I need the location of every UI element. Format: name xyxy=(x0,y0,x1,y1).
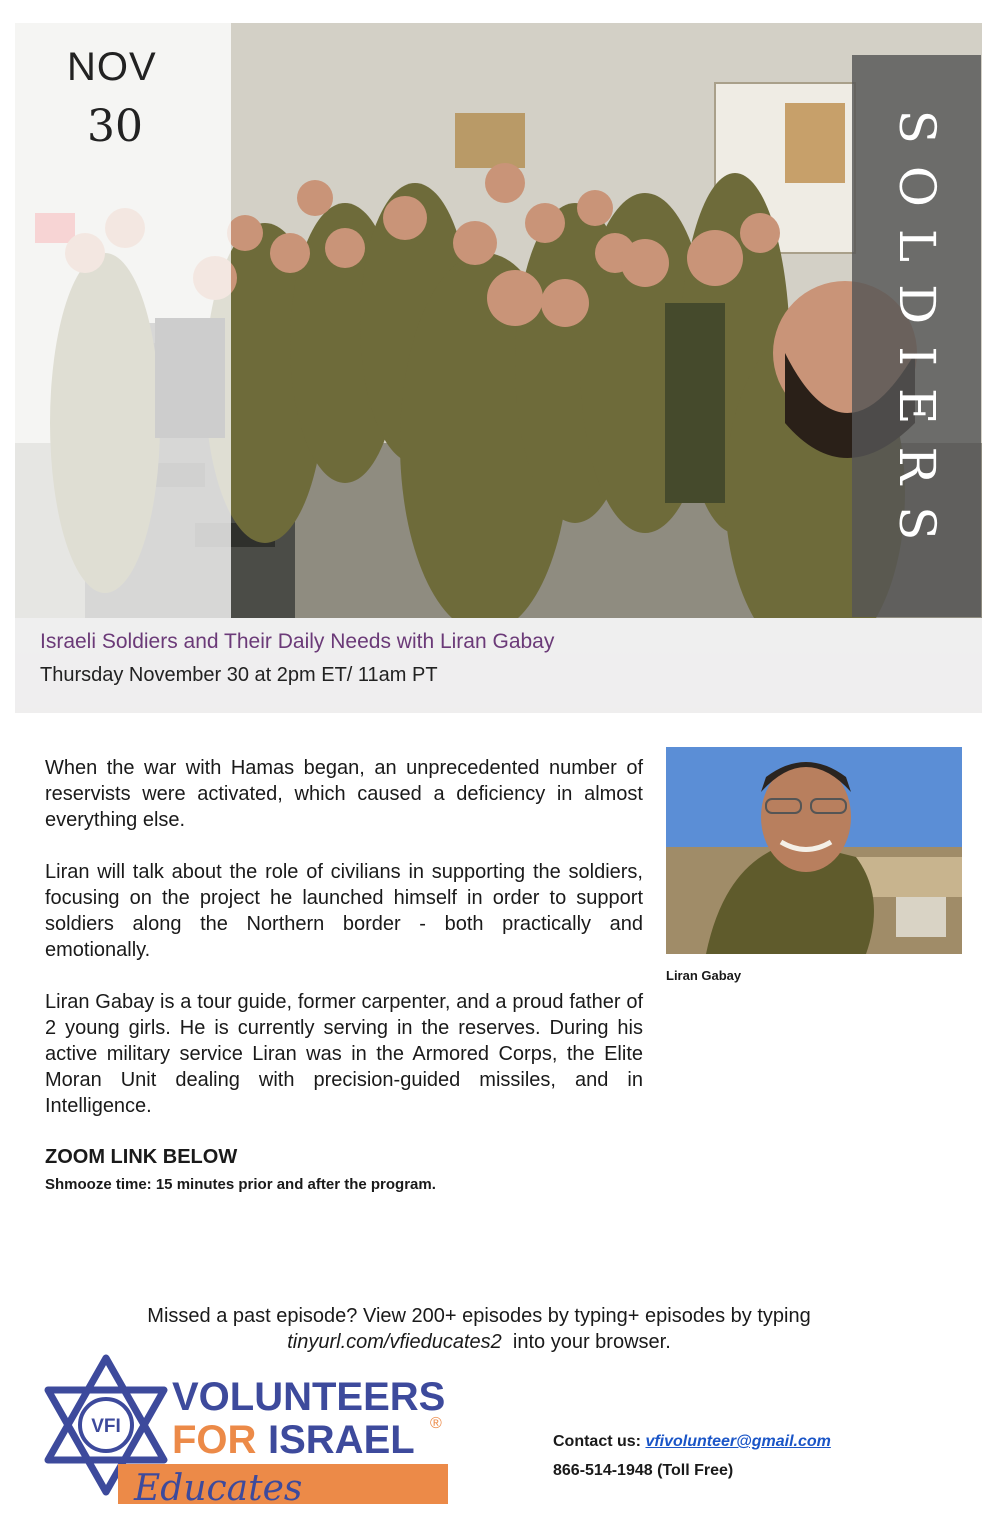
date-panel xyxy=(15,23,231,618)
logo-line2a: FOR xyxy=(172,1418,257,1462)
event-caption xyxy=(15,618,982,713)
description-paragraph: Liran will talk about the role of civilians in supporting the soldiers, focusing on the project he launched himself in order to support soldiers along the Northern border - both practically and emotionally. xyxy=(45,861,643,961)
description-paragraph: Liran Gabay is a tour guide, former carpenter, and a proud father of 2 young girls. He is currently serving in the reserves. During his active military service Liran was in the Armored Corps, the Elite Moran Unit dealing with precision-guided missiles, and in Intelligence. xyxy=(45,991,643,1117)
zoom-link-heading: ZOOM LINK BELOW xyxy=(45,1146,238,1168)
speaker-photo xyxy=(666,747,962,954)
date-month: NOV xyxy=(67,45,157,89)
event-datetime: Thursday November 30 at 2pm ET/ 11am PT xyxy=(40,664,438,686)
speaker-caption: Liran Gabay xyxy=(666,968,742,983)
logo-line1: VOLUNTEERS xyxy=(172,1375,446,1419)
vertical-title: SOLDIERS xyxy=(887,109,946,563)
episodes-url[interactable]: tinyurl.com/vfieducates2 xyxy=(287,1331,502,1353)
contact-email-line xyxy=(553,1427,831,1456)
past-episodes-note xyxy=(0,1303,958,1355)
past-episodes-tail: into your browser. xyxy=(501,1331,671,1353)
contact-label: Contact us: xyxy=(553,1433,646,1450)
event-title: Israeli Soldiers and Their Daily Needs with Liran Gabay xyxy=(40,630,555,653)
vfi-educates-logo xyxy=(38,1350,458,1520)
contact-block xyxy=(553,1427,831,1485)
shmooze-note: Shmooze time: 15 minutes prior and after the program. xyxy=(45,1176,436,1193)
date-day: 30 xyxy=(87,101,143,152)
logo-badge: VFI xyxy=(91,1416,121,1437)
description-paragraph: When the war with Hamas began, an unprecedented number of reservists were activated, which caused a deficiency in almost everything else. xyxy=(45,757,643,831)
vertical-title-band xyxy=(852,55,981,617)
logo-line2b: ISRAEL xyxy=(268,1418,415,1462)
past-episodes-line: Missed a past episode? View 200+ episodes by typing+ episodes by typing xyxy=(147,1305,811,1327)
contact-phone: 866-514-1948 (Toll Free) xyxy=(553,1462,734,1479)
contact-email-link[interactable]: vfivolunteer@gmail.com xyxy=(645,1433,831,1450)
logo-educates: Educates xyxy=(134,1468,303,1509)
logo-registered: ® xyxy=(430,1415,442,1432)
event-description xyxy=(45,755,643,1145)
hero-banner xyxy=(15,23,982,713)
